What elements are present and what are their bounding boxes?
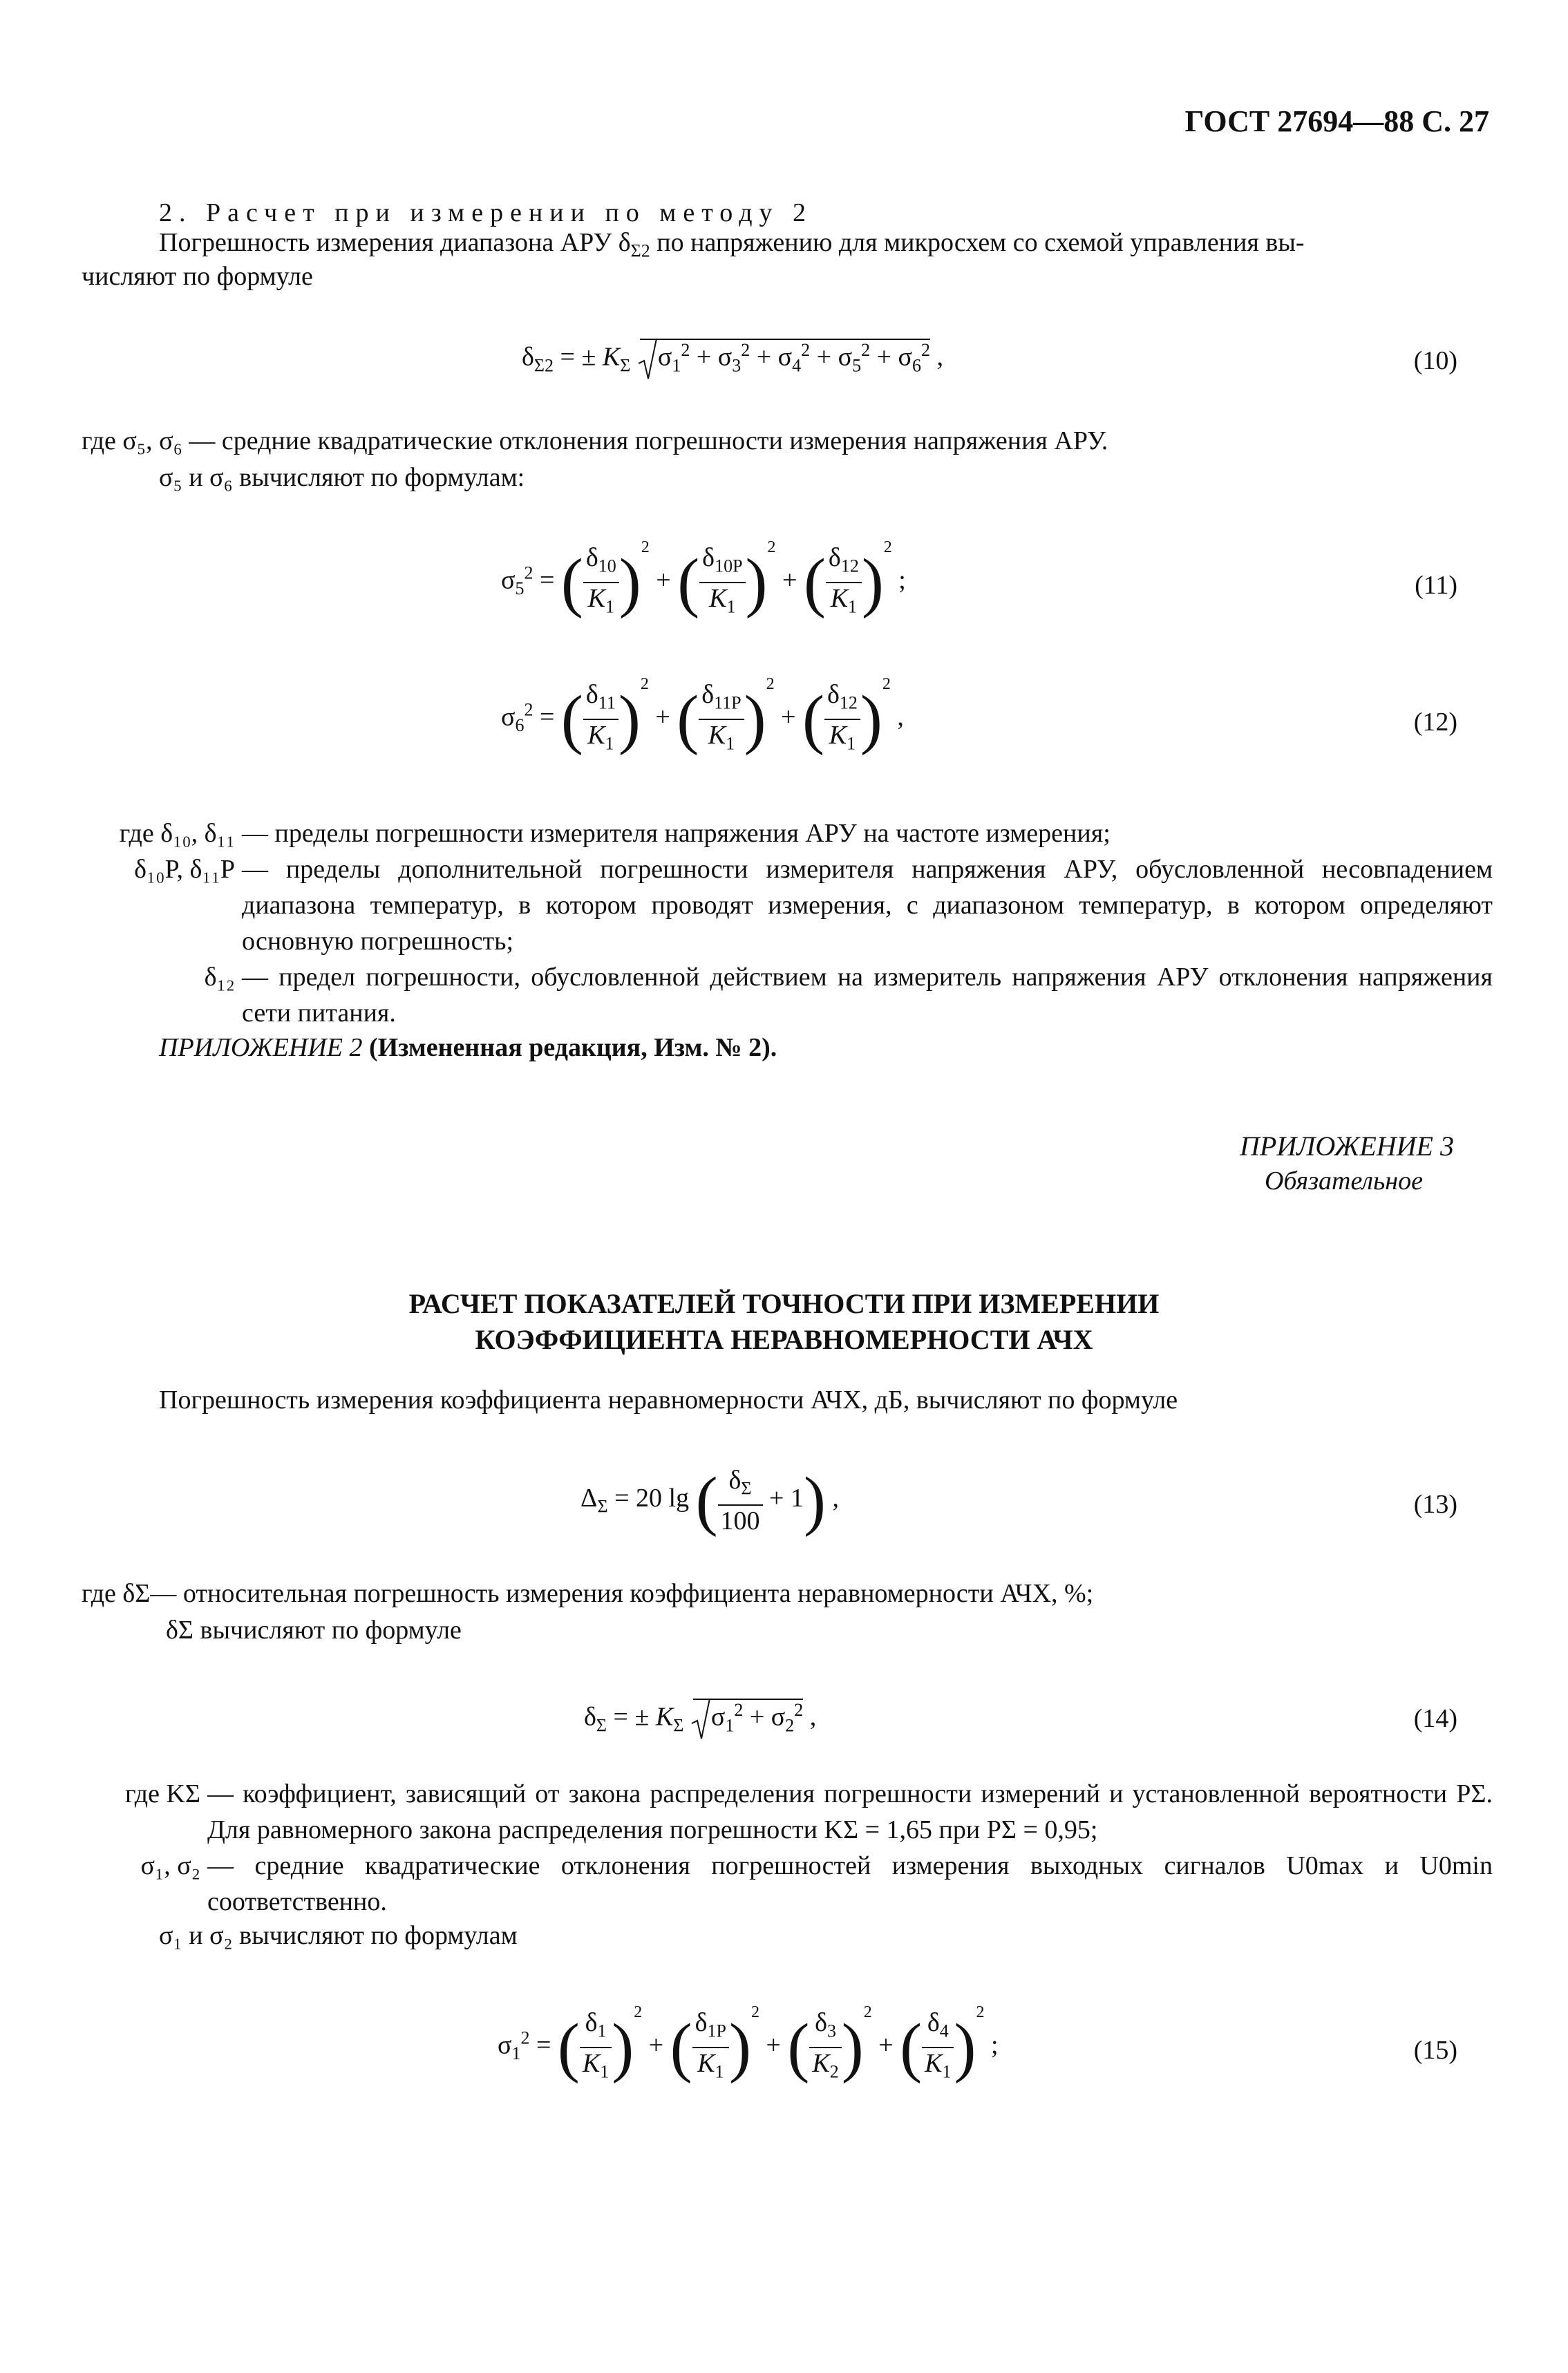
appendix-label: ПРИЛОЖЕНИЕ 3 xyxy=(1240,1131,1454,1162)
sigma12-calc: σ₁ и σ₂ вычисляют по формулам xyxy=(159,1921,518,1950)
appendix-status: Обязательное xyxy=(1264,1166,1423,1195)
glossary-section2 xyxy=(0,815,1568,1028)
gloss-term: δ₁₂ xyxy=(204,963,235,992)
gloss-def: — пределы погрешности измерителя напряжения АРУ на частоте измерения; xyxy=(242,819,1111,848)
gloss-term: σ₁, σ₂ xyxy=(140,1851,200,1880)
gloss-term: δ₁₀P, δ₁₁P xyxy=(134,855,235,884)
where-sigma56: где σ₅, σ₆ — средние квадратические отклонения погрешности измерения напряжения АРУ. xyxy=(82,426,1108,455)
formula-11-number: (11) xyxy=(1415,571,1457,600)
gloss-term: где δ₁₀, δ₁₁ xyxy=(119,819,235,848)
sigma56-calc: σ₅ и σ₆ вычисляют по формулам: xyxy=(159,463,525,492)
gloss-term: где KΣ xyxy=(125,1779,200,1808)
section-heading: 2. Расчет при измерении по методу 2 xyxy=(159,198,813,227)
where-delta: где δΣ— относительная погрешность измерения коэффициента неравномерности АЧХ, %; xyxy=(82,1579,1094,1608)
gloss-def: — средние квадратические отклонения погрешностей измерения выходных сигналов U0max и U0min соответственно. xyxy=(207,1851,1493,1916)
glossary-appendix3 xyxy=(0,1776,1568,1928)
formula-14-number: (14) xyxy=(1413,1704,1457,1733)
formula-13: $\Delta_\Sigma = 20$ lg ( $\frac{\delta_\Sigma}{100}$ + 1) , xyxy=(580,1463,839,1538)
formula-15-number: (15) xyxy=(1413,2036,1457,2065)
page-header: ГОСТ 27694—88 С. 27 xyxy=(1184,104,1489,138)
formula-14: $\delta_\Sigma$ = ± $K_\Sigma$ $\sigma_1^2 + \sigma_2^2$ , xyxy=(584,1699,816,1736)
appendix-title-line2: КОЭФФИЦИЕНТА НЕРАВНОМЕРНОСТИ АЧХ xyxy=(475,1324,1093,1355)
formula-15: $\sigma_1^2$ = ( $\frac{\delta_1}{K_1}$ )$^2$ + ( $\frac{\delta_{1P}}{K_1}$ )$^2$ + ( $\frac{\delta_3}{K_2}$ )$^2$ + ( $\frac{\delta_4}{K_1}$ )$^2$ ; xyxy=(498,2003,999,2084)
gloss-def: — коэффициент, зависящий от закона распределения погрешности измерений и установленной вероятности PΣ. Для равномерного закона распределения погрешности KΣ = 1,65 при PΣ = 0,95; xyxy=(207,1779,1493,1844)
section-intro-line2: числяют по формуле xyxy=(82,262,313,291)
appendix-title-line1: РАСЧЕТ ПОКАЗАТЕЛЕЙ ТОЧНОСТИ ПРИ ИЗМЕРЕНИИ xyxy=(408,1288,1160,1319)
formula-10: $\delta_{\Sigma 2}$ = ± $K_\Sigma$ $\sigma_1^2 + \sigma_3^2 + \sigma_4^2 + \sigma_5^2 + \sigma_6^2$ , xyxy=(522,339,943,376)
formula-13-number: (13) xyxy=(1413,1490,1457,1519)
formula-12: $\sigma_6^2$ = ( $\frac{\delta_{11}}{K_1}$ )$^2$ + ( $\frac{\delta_{11P}}{K_1}$ )$^2$ + ( $\frac{\delta_{12}}{K_1}$ )$^2$ , xyxy=(501,675,904,756)
section-intro-line1: Погрешность измерения диапазона АРУ $\delta_{\Sigma 2}$ по напряжению для микросхем со схемой управления вы- xyxy=(159,228,1305,261)
amendment-note: ПРИЛОЖЕНИЕ 2 (Измененная редакция, Изм. № 2). xyxy=(159,1033,777,1062)
delta-calc: δΣ вычисляют по формуле xyxy=(166,1616,462,1645)
appendix-intro: Погрешность измерения коэффициента неравномерности АЧХ, дБ, вычисляют по формуле xyxy=(159,1386,1178,1415)
formula-12-number: (12) xyxy=(1413,708,1457,737)
formula-10-number: (10) xyxy=(1413,346,1457,375)
formula-11: $\sigma_5^2$ = ( $\frac{\delta_{10}}{K_1}$ )$^2$ + ( $\frac{\delta_{10P}}{K_1}$ )$^2$ + ( $\frac{\delta_{12}}{K_1}$ )$^2$ ; xyxy=(501,538,906,619)
gloss-def: — предел погрешности, обусловленной действием на измеритель напряжения АРУ отклонения напряжения сети питания. xyxy=(242,963,1493,1028)
gloss-def: — пределы дополнительной погрешности измерителя напряжения АРУ, обусловленной несовпадением диапазона температур, в котором проводят измерения, с диапазоном температур, в котором определяют основную погрешность; xyxy=(242,855,1493,956)
